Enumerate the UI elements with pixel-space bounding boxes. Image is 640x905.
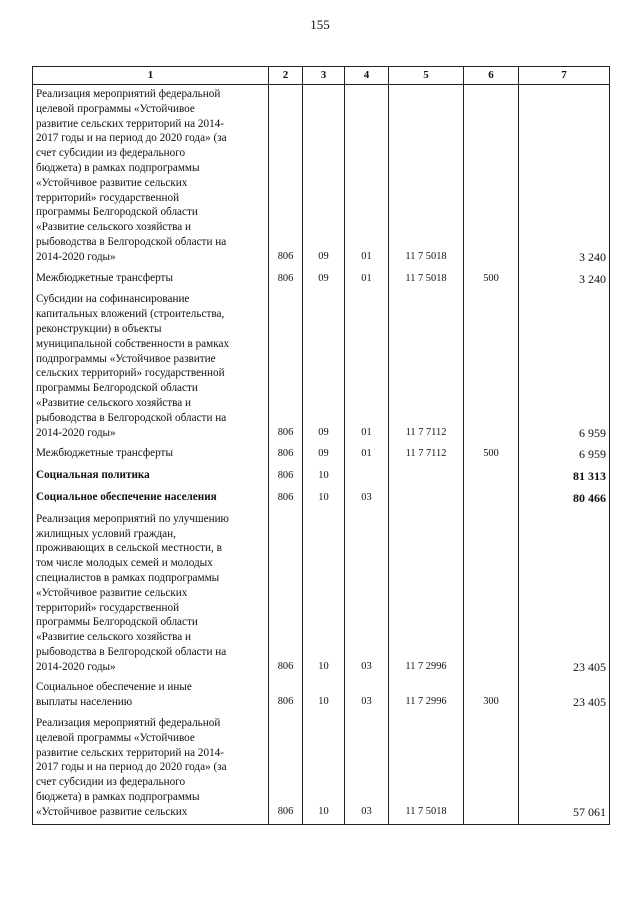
row-code-c5: 11 7 2996 <box>389 510 464 679</box>
row-amount: 80 466 <box>519 488 610 510</box>
table-row <box>33 678 610 714</box>
header-col-4: 4 <box>345 67 389 85</box>
description-line: счет субсидии из федерального <box>36 147 186 160</box>
row-code-c2: 806 <box>269 510 303 679</box>
table-row <box>33 85 610 269</box>
row-code-c5: 11 7 5018 <box>389 269 464 291</box>
description-line: счет субсидии из федерального <box>36 776 186 789</box>
table-row <box>33 269 610 291</box>
description-line: целевой программы «Устойчивое <box>36 102 195 115</box>
row-amount: 6 959 <box>519 444 610 466</box>
description-line: Субсидии на софинансирование <box>36 293 190 306</box>
row-code-c2: 806 <box>269 714 303 824</box>
row-code-c3: 09 <box>303 269 345 291</box>
description-line: Реализация мероприятий федеральной <box>36 88 221 100</box>
row-description <box>33 488 269 510</box>
table-row <box>33 466 610 488</box>
description-line: Межбюджетные трансферты <box>36 447 173 460</box>
description-line: «Развитие сельского хозяйства и <box>36 396 192 409</box>
description-line: программы Белгородской области <box>36 382 198 395</box>
row-code-c5 <box>389 488 464 510</box>
row-code-c3: 09 <box>303 444 345 466</box>
description-line: «Устойчивое развитие сельских <box>36 805 188 818</box>
row-description <box>33 466 269 488</box>
description-line: Реализация мероприятий по улучшению <box>36 512 229 525</box>
row-code-c3: 09 <box>303 85 345 269</box>
description-line: специалистов в рамках подпрограммы <box>36 571 220 584</box>
table-body <box>33 85 610 825</box>
row-code-c5 <box>389 466 464 488</box>
description-line: Реализация мероприятий федеральной <box>36 717 221 730</box>
row-code-c3: 10 <box>303 488 345 510</box>
description-line: Социальное обеспечение и иные <box>36 681 192 694</box>
header-col-1: 1 <box>33 67 269 85</box>
header-col-3: 3 <box>303 67 345 85</box>
description-line: территорий» государственной <box>36 601 180 614</box>
row-code-c2: 806 <box>269 678 303 714</box>
row-amount: 81 313 <box>519 466 610 488</box>
description-line: 2017 годы и на период до 2020 года» (за <box>36 761 227 774</box>
description-line: сельских территорий» государственной <box>36 367 225 380</box>
description-line: 2014-2020 годы» <box>36 426 116 439</box>
description-line: реконструкции) в объекты <box>36 322 162 335</box>
description-line: «Устойчивое развитие сельских <box>36 586 188 599</box>
row-code-c4: 01 <box>345 269 389 291</box>
description-line: выплаты населению <box>36 696 133 709</box>
description-line: том числе молодых семей и молодых <box>36 557 213 570</box>
row-code-c5: 11 7 2996 <box>389 678 464 714</box>
description-line: целевой программы «Устойчивое <box>36 731 195 744</box>
description-line: Социальная политика <box>36 469 150 482</box>
description-line: подпрограммы «Устойчивое развитие <box>36 352 216 365</box>
table-row <box>33 510 610 679</box>
row-code-c2: 806 <box>269 290 303 444</box>
row-code-c6: 500 <box>464 444 519 466</box>
row-description <box>33 444 269 466</box>
row-description <box>33 269 269 291</box>
row-code-c3: 09 <box>303 290 345 444</box>
row-code-c4: 01 <box>345 444 389 466</box>
description-line: рыбоводства в Белгородской области на <box>36 235 227 248</box>
description-line: 2014-2020 годы» <box>36 660 116 673</box>
table-row <box>33 714 610 824</box>
row-code-c6 <box>464 290 519 444</box>
row-code-c5: 11 7 5018 <box>389 714 464 824</box>
row-amount: 6 959 <box>519 290 610 444</box>
description-line: жилищных условий граждан, <box>36 527 176 540</box>
row-amount: 57 061 <box>519 714 610 824</box>
description-line: «Развитие сельского хозяйства и <box>36 221 192 234</box>
description-line: Социальное обеспечение населения <box>36 490 217 503</box>
row-description <box>33 510 269 679</box>
row-description <box>33 85 269 269</box>
row-amount: 3 240 <box>519 269 610 291</box>
description-line: муниципальной собственности в рамках <box>36 337 230 350</box>
description-line: капитальных вложений (строительства, <box>36 308 225 321</box>
table-header-row <box>33 67 610 85</box>
row-amount: 23 405 <box>519 510 610 679</box>
row-description <box>33 714 269 824</box>
description-line: бюджета) в рамках подпрограммы <box>36 791 200 804</box>
row-code-c2: 806 <box>269 444 303 466</box>
description-line: Межбюджетные трансферты <box>36 271 173 284</box>
description-line: программы Белгородской области <box>36 616 198 629</box>
row-description <box>33 290 269 444</box>
row-code-c4: 01 <box>345 290 389 444</box>
header-col-6: 6 <box>464 67 519 85</box>
table-row <box>33 488 610 510</box>
description-line: рыбоводства в Белгородской области на <box>36 411 227 424</box>
row-code-c3: 10 <box>303 466 345 488</box>
header-col-2: 2 <box>269 67 303 85</box>
description-line: развитие сельских территорий на 2014- <box>36 746 224 759</box>
header-col-5: 5 <box>389 67 464 85</box>
row-amount: 23 405 <box>519 678 610 714</box>
row-code-c2: 806 <box>269 488 303 510</box>
row-code-c4 <box>345 466 389 488</box>
header-col-7: 7 <box>519 67 610 85</box>
row-code-c6 <box>464 714 519 824</box>
description-line: 2014-2020 годы» <box>36 250 116 263</box>
description-line: рыбоводства в Белгородской области на <box>36 645 227 658</box>
row-amount: 3 240 <box>519 85 610 269</box>
description-line: «Развитие сельского хозяйства и <box>36 631 192 644</box>
row-code-c2: 806 <box>269 269 303 291</box>
row-code-c2: 806 <box>269 85 303 269</box>
row-code-c6 <box>464 466 519 488</box>
row-code-c5: 11 7 7112 <box>389 444 464 466</box>
description-line: территорий» государственной <box>36 191 180 204</box>
page-number: 155 <box>310 17 330 32</box>
description-line: проживающих в сельской местности, в <box>36 542 222 555</box>
table-row <box>33 290 610 444</box>
description-line: «Устойчивое развитие сельских <box>36 176 188 189</box>
row-code-c4: 03 <box>345 714 389 824</box>
row-code-c4: 03 <box>345 488 389 510</box>
description-line: бюджета) в рамках подпрограммы <box>36 161 200 174</box>
row-description <box>33 678 269 714</box>
row-code-c6: 300 <box>464 678 519 714</box>
row-code-c6 <box>464 85 519 269</box>
row-code-c6 <box>464 510 519 679</box>
description-line: 2017 годы и на период до 2020 года» (за <box>36 132 227 145</box>
row-code-c4: 01 <box>345 85 389 269</box>
row-code-c3: 10 <box>303 510 345 679</box>
row-code-c2: 806 <box>269 466 303 488</box>
table-row <box>33 444 610 466</box>
row-code-c4: 03 <box>345 510 389 679</box>
row-code-c5: 11 7 7112 <box>389 290 464 444</box>
row-code-c6 <box>464 488 519 510</box>
row-code-c4: 03 <box>345 678 389 714</box>
row-code-c5: 11 7 5018 <box>389 85 464 269</box>
description-line: развитие сельских территорий на 2014- <box>36 117 224 130</box>
row-code-c3: 10 <box>303 714 345 824</box>
row-code-c6: 500 <box>464 269 519 291</box>
row-code-c3: 10 <box>303 678 345 714</box>
budget-table <box>32 66 610 825</box>
description-line: программы Белгородской области <box>36 206 198 219</box>
